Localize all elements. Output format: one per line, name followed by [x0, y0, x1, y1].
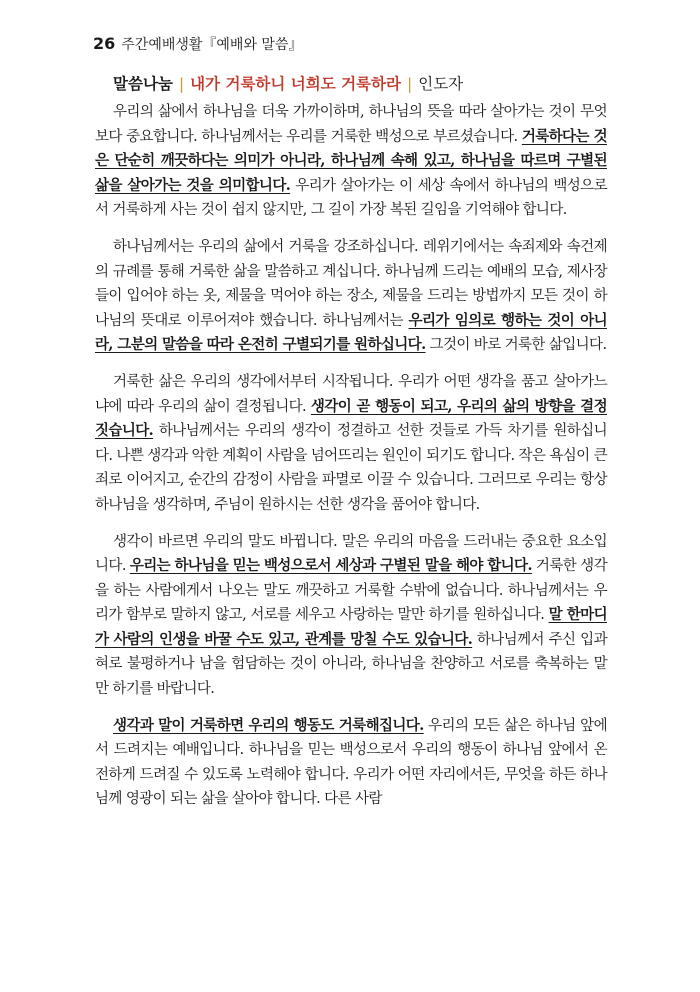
- author-label: 인도자: [418, 75, 464, 93]
- paragraph-text: 하나님께서는 우리의 생각이 정결하고 선한 것들로 가득 차기를 원하십니다. 나쁜 생각과 악한 계획이 사람을 넘어뜨리는 원인이 되기도 합니다. 작은 욕심이 큰 죄로 이어지고, 순간의 감정이 사람을 파멸로 이끌 수 있습니다. 그러므로 우리는 항상 하나님을 생각하며, 주님이 원하시는 선한 생각을 품어야 합니다.: [95, 423, 607, 513]
- paragraph-text: 거룩한 생각을 하는 사람에게서 나오는 말도 깨끗하고 거룩할 수밖에 없습니다. 하나님께서는 우리가 함부로 말하지 않고, 서로를 세우고 사랑하는 말만 하기를 원하십니다.: [95, 558, 607, 624]
- emphasis-text: 생각과 말이 거룩하면 우리의 행동도 거룩해집니다.: [113, 716, 424, 734]
- emphasis-text: 우리는 하나님을 믿는 백성으로서 세상과 구별된 말을 해야 합니다.: [129, 557, 532, 575]
- paragraph: [95, 100, 607, 223]
- emphasis-text: 생각이 곧 행동이 되고, 우리의 삶의 방향을 결정짓습니다.: [95, 397, 607, 440]
- section-heading: [113, 72, 463, 96]
- paragraph-text: 생각이 바르면 우리의 말도 바뀝니다. 말은 우리의 마음을 드러내는 중요한 요소입니다.: [95, 533, 607, 575]
- page-header: [93, 34, 302, 55]
- page-number: 26: [93, 34, 116, 53]
- heading-separator: |: [178, 75, 185, 93]
- paragraph: [95, 235, 607, 358]
- sermon-title: 내가 거룩하니 너희도 거룩하라: [190, 75, 401, 93]
- paragraph-text: 그것이 바로 거룩한 삶입니다.: [425, 337, 607, 354]
- paragraph-text: 우리의 삶에서 하나님을 더욱 가까이하며, 하나님의 뜻을 따라 살아가는 것이 무엇보다 중요합니다. 하나님께서는 우리를 거룩한 백성으로 부르셨습니다.: [95, 104, 607, 145]
- emphasis-text: 우리가 임의로 행하는 것이 아니라, 그분의 말씀을 따라 온전히 구별되기를 원하십니다.: [95, 311, 607, 354]
- paragraph-text: 우리의 모든 삶은 하나님 앞에서 드려지는 예배입니다. 하나님을 믿는 백성으로서 우리의 행동이 하나님 앞에서 온전하게 드려질 수 있도록 노력해야 합니다. 우리가 어떤 자리에서든, 무엇을 하든 하나님께 영광이 되는 삶을 살아야 합니다. 다른 사람: [95, 717, 607, 808]
- paragraph: [95, 370, 607, 518]
- section-label: 말씀나눔: [113, 75, 173, 93]
- paragraph-text: 하나님께서 주신 입과 혀로 불평하거나 남을 험담하는 것이 아니라, 하나님을 찬양하고 서로를 축복하는 말만 하기를 바랍니다.: [95, 631, 607, 698]
- paragraph-text: 우리가 살아가는 이 세상 속에서 하나님의 백성으로서 거룩하게 사는 것이 쉽지 않지만, 그 길이 가장 복된 길임을 기억해야 합니다.: [95, 177, 607, 219]
- paragraph: [95, 714, 607, 812]
- paragraph-text: 거룩한 삶은 우리의 생각에서부터 시작됩니다. 우리가 어떤 생각을 품고 살아가느냐에 따라 우리의 삶이 결정됩니다.: [95, 373, 607, 415]
- emphasis-text: 거룩하다는 것은 단순히 깨끗하다는 의미가 아니라, 하나님께 속해 있고, 하나님을 따르며 구별된 삶을 살아가는 것을 의미합니다.: [95, 127, 607, 194]
- paragraph-text: 하나님께서는 우리의 삶에서 거룩을 강조하십니다. 레위기에서는 속죄제와 속건제의 규례를 통해 거룩한 삶을 말씀하고 계십니다. 하나님께 드리는 예배의 모습, 제사장들이 입어야 하는 옷, 제물을 먹어야 하는 장소, 제물을 드리는 방법까지 모든 것이 하나님의 뜻대로 이루어져야 했습니다. 하나님께서는: [95, 238, 607, 329]
- publication-title: 주간예배생활『예배와 말씀』: [121, 37, 303, 53]
- article-body: [95, 100, 607, 824]
- paragraph: [95, 530, 607, 702]
- heading-separator: |: [406, 75, 413, 93]
- emphasis-text: 말 한마디가 사람의 인생을 바꿀 수도 있고, 관계를 망칠 수도 있습니다.: [95, 606, 607, 648]
